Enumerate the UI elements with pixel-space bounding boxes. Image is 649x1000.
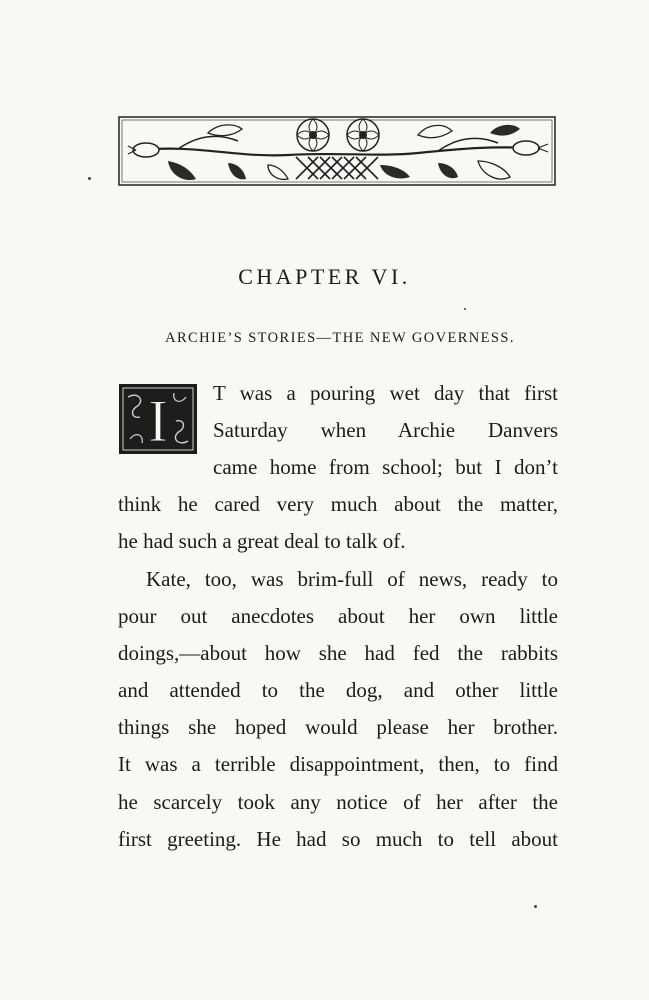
- ornate-initial-icon: [118, 383, 198, 455]
- body-line: Kate, too, was brim-full of news, ready to: [146, 567, 558, 591]
- body-line: first greeting. He had so much to tell about: [118, 827, 558, 851]
- chapter-subtitle: ARCHIE’S STORIES—THE NEW GOVERNESS.: [165, 330, 515, 346]
- body-line: It was a terrible disappointment, then, to find: [118, 752, 558, 776]
- scan-speck: [464, 308, 466, 310]
- body-line: he had such a great deal to talk of.: [118, 529, 406, 553]
- body-line: came home from school; but I don’t: [213, 455, 558, 479]
- body-line: and attended to the dog, and other little: [118, 678, 558, 702]
- body-line: he scarcely took any notice of her after the: [118, 790, 558, 814]
- chapter-title: CHAPTER VI.: [238, 264, 411, 289]
- floral-headpiece-icon: [118, 113, 556, 189]
- dropcap-letter: I: [148, 388, 168, 454]
- scan-speck: [88, 177, 91, 180]
- body-line: think he cared very much about the matter,: [118, 492, 558, 516]
- body-line: things she hoped would please her brother.: [118, 715, 558, 739]
- body-line: pour out anecdotes about her own little: [118, 604, 558, 628]
- scan-speck: [534, 905, 537, 908]
- body-line: T was a pouring wet day that first: [213, 381, 558, 405]
- body-line: doings,—about how she had fed the rabbits: [118, 641, 558, 665]
- body-line: Saturday when Archie Danvers: [213, 418, 558, 442]
